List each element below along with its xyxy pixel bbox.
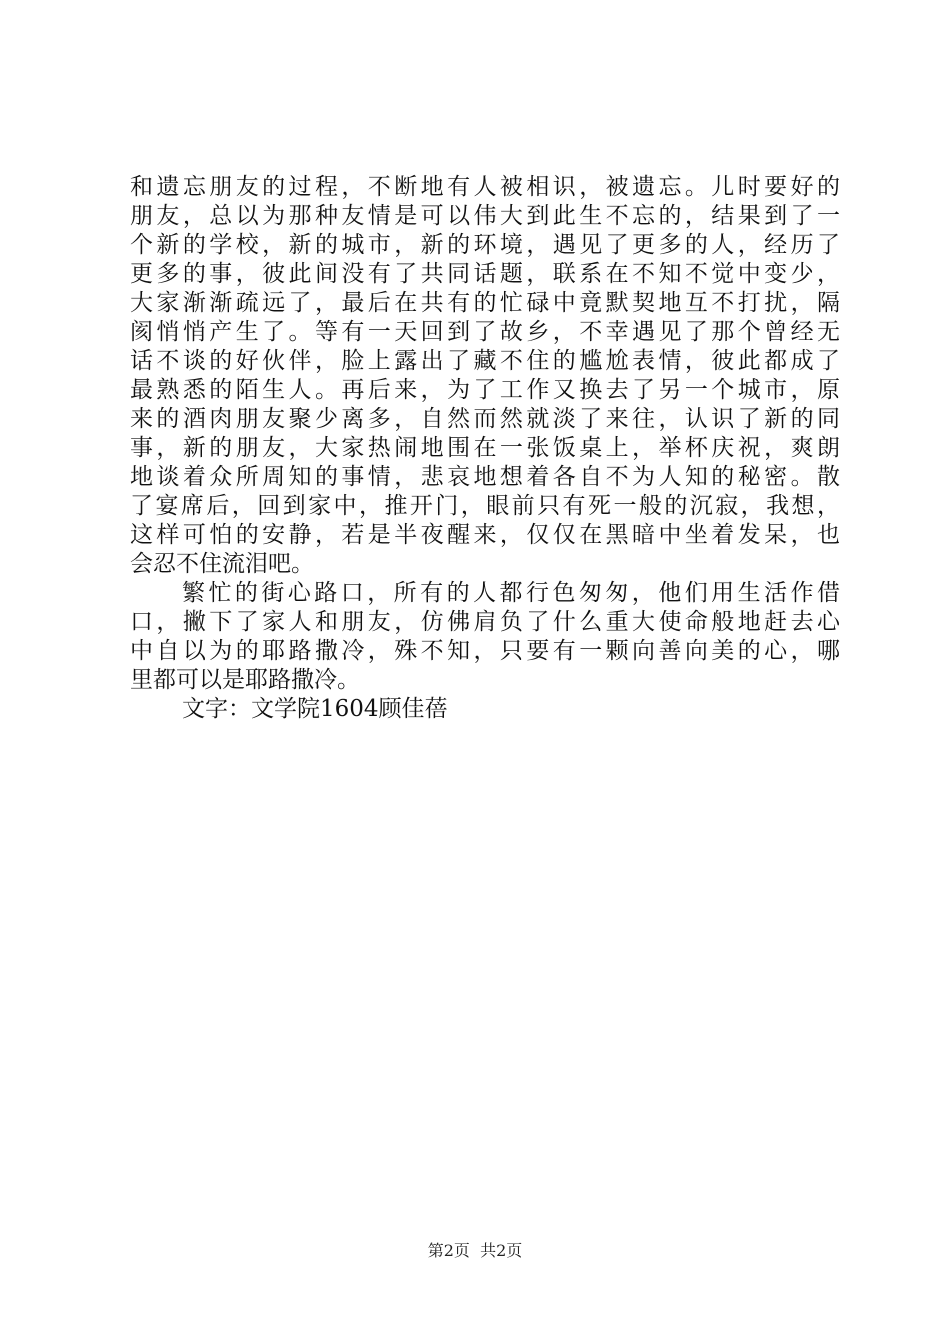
text-line: 中自以为的耶路撒冷，殊不知，只要有一颗向善向美的心，哪 (130, 638, 840, 664)
text-line: 话不谈的好伙伴，脸上露出了藏不住的尴尬表情，彼此都成了 (130, 348, 840, 374)
text-line: 大家渐渐疏远了，最后在共有的忙碌中竟默契地互不打扰，隔 (130, 290, 840, 316)
page-number: 第2页 共2页 (427, 1241, 523, 1260)
text-line: 来的酒肉朋友聚少离多，自然而然就淡了来往，认识了新的同 (130, 406, 840, 432)
text-line: 口，撇下了家人和朋友，仿佛肩负了什么重大使命般地赶去心 (130, 609, 840, 635)
text-line: 朋友，总以为那种友情是可以伟大到此生不忘的，结果到了一 (130, 203, 840, 229)
text-line: 里都可以是耶路撒冷。 (130, 667, 360, 693)
paragraph-1 (130, 173, 840, 579)
text-line: 这样可怕的安静，若是半夜醒来，仅仅在黑暗中坐着发呆，也 (130, 522, 840, 548)
text-line: 会忍不住流泪吧。 (130, 551, 314, 577)
text-line: 地谈着众所周知的事情，悲哀地想着各自不为人知的秘密。散 (130, 464, 840, 490)
paragraph-2 (130, 579, 840, 695)
text-line: 和遗忘朋友的过程，不断地有人被相识，被遗忘。儿时要好的 (130, 174, 840, 200)
page-footer (0, 1241, 950, 1261)
text-line: 个新的学校，新的城市，新的环境，遇见了更多的人，经历了 (130, 232, 840, 258)
author-credit: 文字：文学院1604顾佳蓓 (182, 696, 448, 722)
article-body (130, 173, 840, 724)
text-line: 事，新的朋友，大家热闹地围在一张饭桌上，举杯庆祝，爽朗 (130, 435, 840, 461)
text-line: 繁忙的街心路口，所有的人都行色匆匆，他们用生活作借 (182, 580, 840, 606)
text-line: 阂悄悄产生了。等有一天回到了故乡，不幸遇见了那个曾经无 (130, 319, 840, 345)
text-line: 更多的事，彼此间没有了共同话题，联系在不知不觉中变少， (130, 261, 840, 287)
text-line: 了宴席后，回到家中，推开门，眼前只有死一般的沉寂，我想， (130, 493, 840, 519)
text-line: 最熟悉的陌生人。再后来，为了工作又换去了另一个城市，原 (130, 377, 840, 403)
